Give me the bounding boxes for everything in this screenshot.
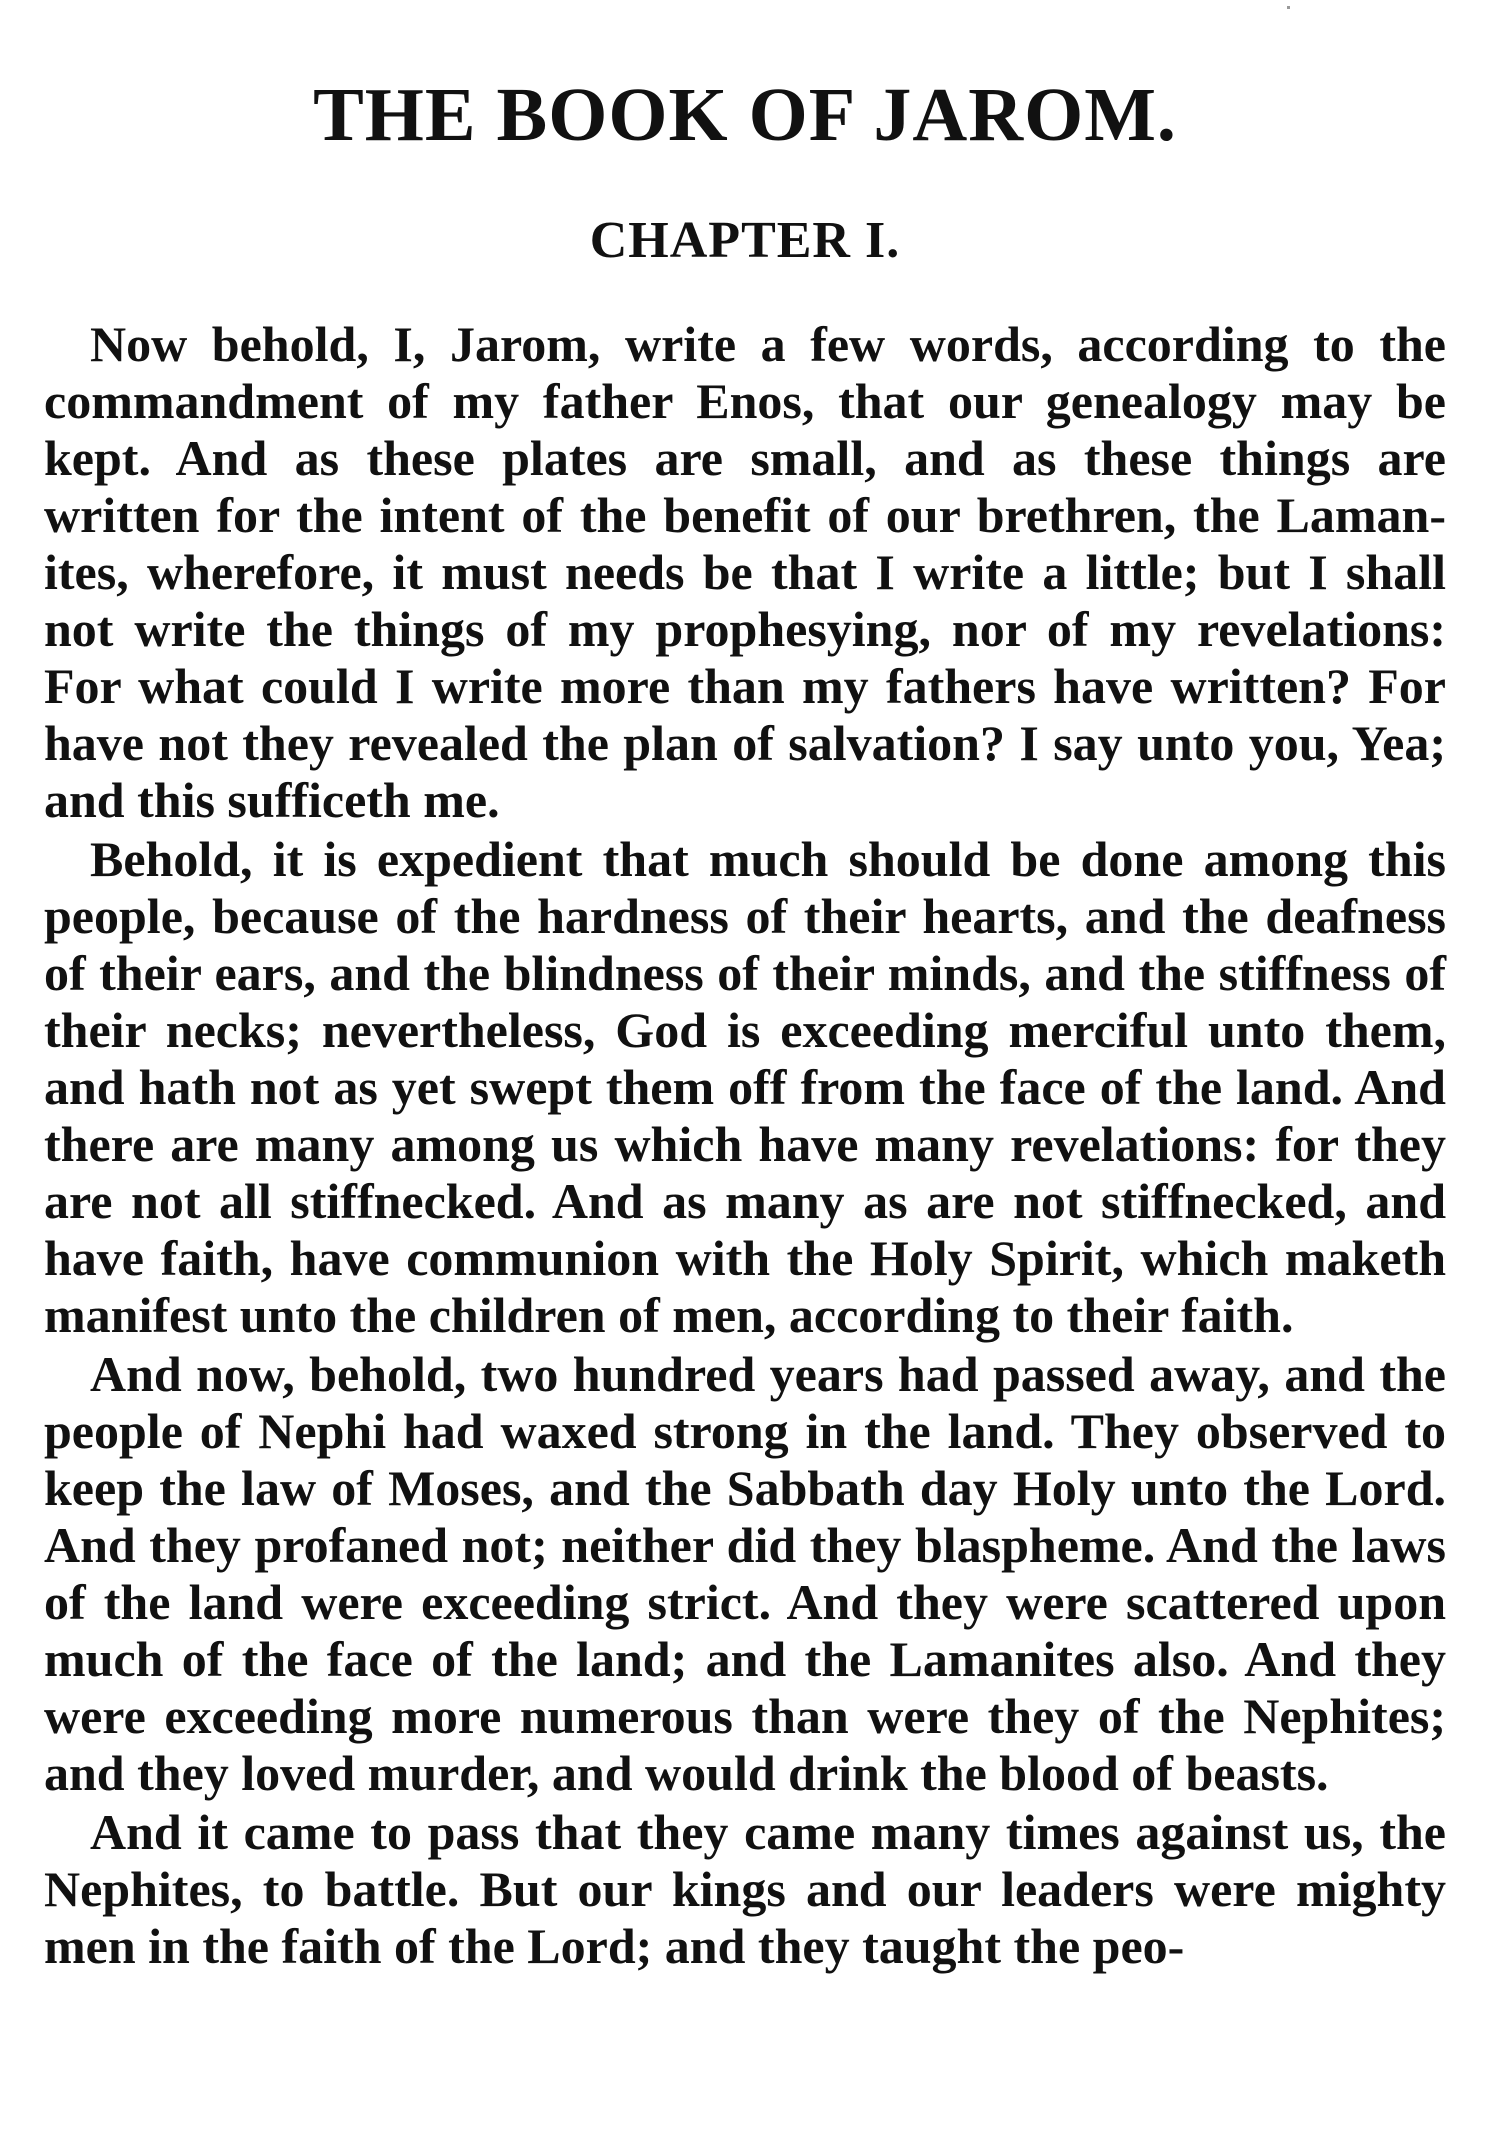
paragraph-3: And now, behold, two hundred years had passed away, and the people of Nephi had waxed strong in the land. They observed to keep the law of Moses, and the Sabbath day Holy unto the Lord. And they profaned not; neither did they blaspheme. And the laws of the land were exceeding strict. And they were scattered upon much of the face of the land; and the Lamanites also. And they were exceeding more numerous than were they of the Nephites; and they loved murder, and would drink the blood of beasts. <box>44 1346 1446 1801</box>
chapter-title: CHAPTER I. <box>589 212 901 269</box>
paragraph-1: Now behold, I, Jarom, write a few words, according to the commandment of my father Enos, that our genealogy may be kept. And as these plates are small, and as these things are written for the intent of the benefit of our brethren, the Lamanites, wherefore, it must needs be that I write a little; but I shall not write the things of my prophesying, nor of my revelations: For what could I write more than my fathers have written? For have not they revealed the plan of salvation? I say unto you, Yea; and this sufficeth me. <box>44 316 1446 828</box>
chapter-body <box>44 316 1446 1975</box>
book-title: THE BOOK OF JAROM. <box>313 73 1177 157</box>
scan-speck <box>1287 6 1290 9</box>
paragraph-2: Behold, it is expedient that much should be done among this people, because of the hardness of their hearts, and the deafness of their ears, and the blindness of their minds, and the stiffness of their necks; nevertheless, God is exceeding merciful unto them, and hath not as yet swept them off from the face of the land. And there are many among us which have many revelations: for they are not all stiffnecked. And as many as are not stiffnecked, and have faith, have communion with the Holy Spirit, which maketh manifest unto the children of men, according to their faith. <box>44 831 1446 1343</box>
paragraph-4: And it came to pass that they came many times against us, the Nephites, to battle. But our kings and our leaders were mighty men in the faith of the Lord; and they taught the peo- <box>44 1804 1446 1974</box>
